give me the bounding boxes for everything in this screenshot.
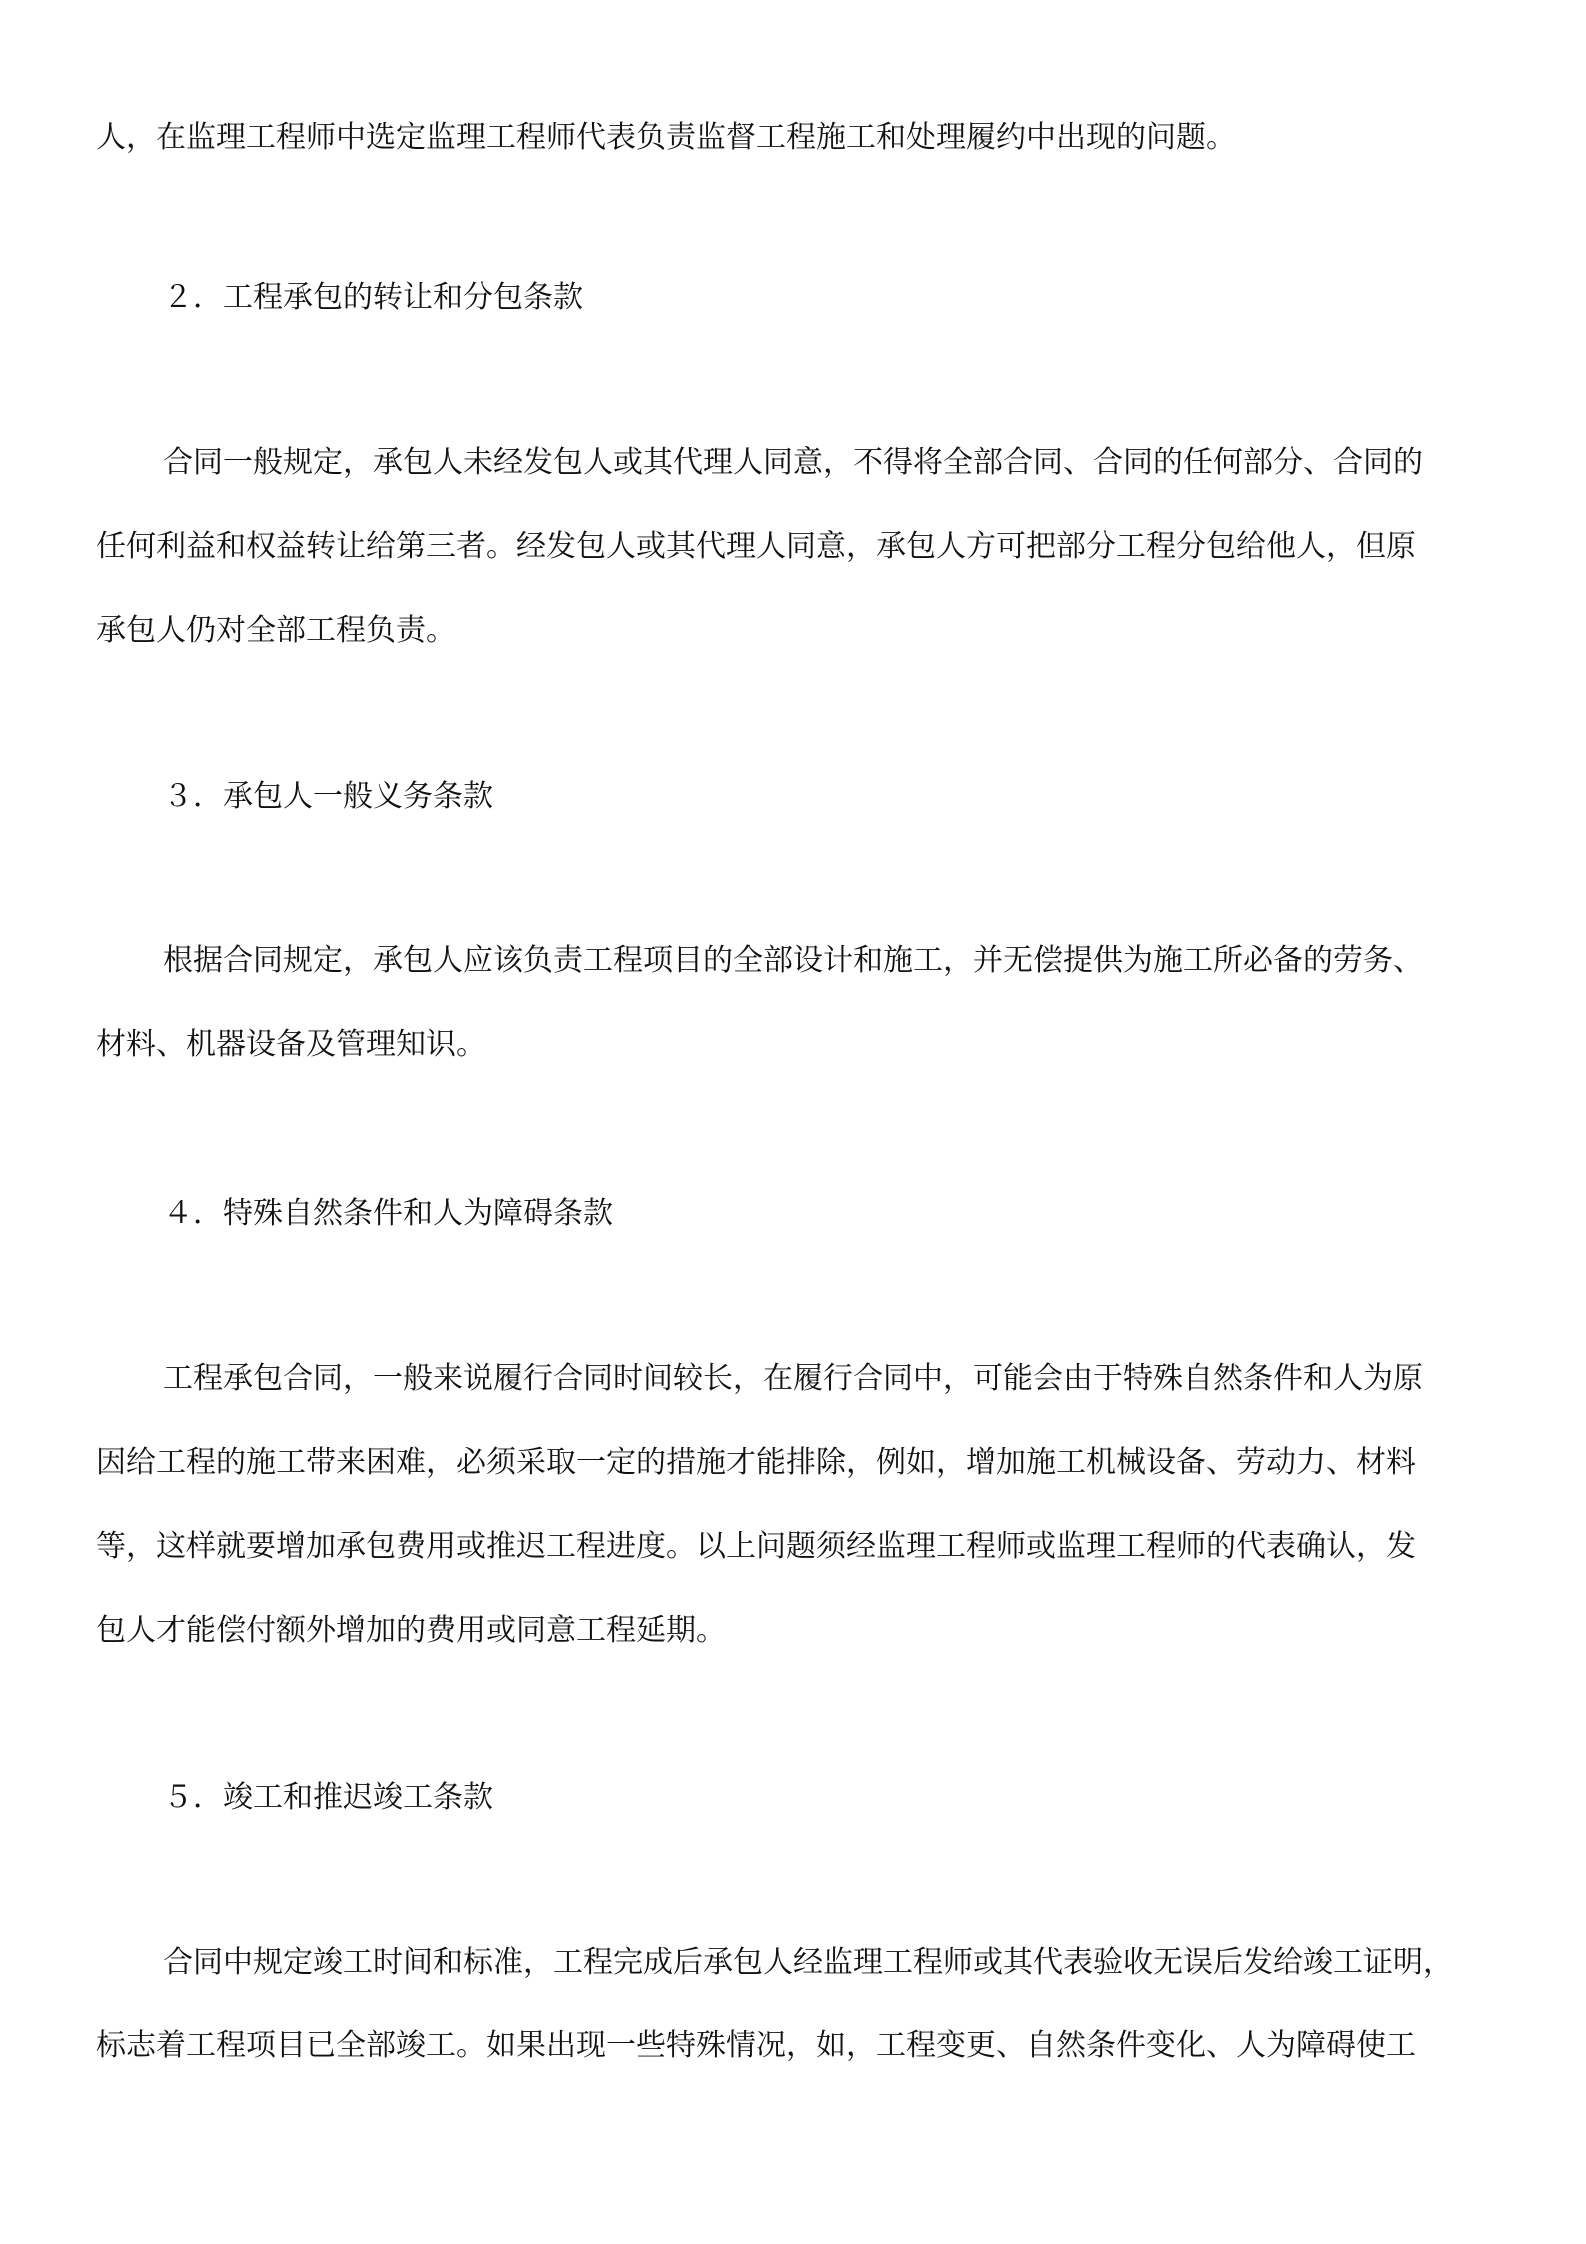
paragraph-line: 任何利益和权益转让给第三者。经发包人或其代理人同意，承包人方可把部分工程分包给他人，但原	[96, 529, 1416, 564]
paragraph-line: 承包人仍对全部工程负责。	[96, 613, 456, 648]
section-heading: ４．特殊自然条件和人为障碍条款	[163, 1196, 613, 1231]
paragraph-line: 人，在监理工程师中选定监理工程师代表负责监督工程施工和处理履约中出现的问题。	[96, 120, 1236, 155]
paragraph-line: 材料、机器设备及管理知识。	[96, 1027, 486, 1062]
paragraph-line: 因给工程的施工带来困难，必须采取一定的措施才能排除，例如，增加施工机械设备、劳动力、材料	[96, 1445, 1416, 1480]
paragraph-line: 合同中规定竣工时间和标准，工程完成后承包人经监理工程师或其代表验收无误后发给竣工证明，	[163, 1945, 1453, 1980]
paragraph-line: 包人才能偿付额外增加的费用或同意工程延期。	[96, 1613, 726, 1648]
paragraph-line: 合同一般规定，承包人未经发包人或其代理人同意，不得将全部合同、合同的任何部分、合同的	[163, 445, 1423, 480]
paragraph-line: 根据合同规定，承包人应该负责工程项目的全部设计和施工，并无偿提供为施工所必备的劳务、	[163, 943, 1423, 978]
section-heading: ２．工程承包的转让和分包条款	[163, 280, 583, 315]
paragraph-line: 标志着工程项目已全部竣工。如果出现一些特殊情况，如，工程变更、自然条件变化、人为障碍使工	[96, 2028, 1416, 2063]
paragraph-line: 等，这样就要增加承包费用或推迟工程进度。以上问题须经监理工程师或监理工程师的代表确认，发	[96, 1529, 1416, 1564]
section-heading: ５．竣工和推迟竣工条款	[163, 1780, 493, 1815]
section-heading: ３．承包人一般义务条款	[163, 779, 493, 814]
paragraph-line: 工程承包合同，一般来说履行合同时间较长，在履行合同中，可能会由于特殊自然条件和人为原	[163, 1361, 1423, 1396]
